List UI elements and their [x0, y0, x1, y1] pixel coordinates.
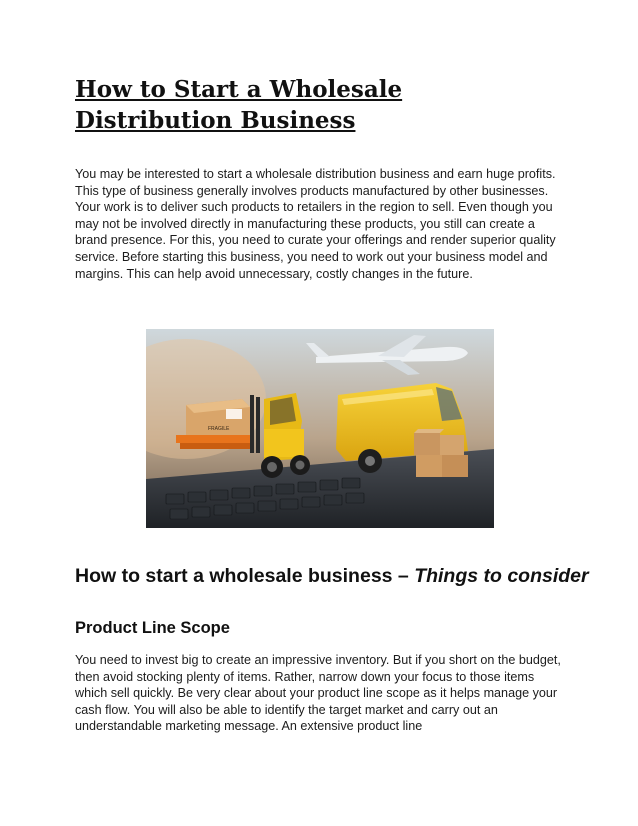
section-heading-emphasis: Things to consider: [414, 565, 589, 587]
cardboard-box-icon: [186, 399, 250, 435]
subheading: Product Line Scope: [75, 619, 230, 637]
section-heading-lead: How to start a wholesale business –: [75, 565, 415, 587]
intro-paragraph: You may be interested to start a wholesale distribution business and earn huge profits. This type of business generally involves products manufactured by other businesses. Your work is to deliver such products to retailers in the region to sell. Even though you may not be involved directly in manufacturing these products, you still can create a brand presence. For this, you need to curate your offerings and render superior quality service. Before starting this business, you need to work out your business model and margins. This can help avoid unnecessary, costly changes in the future.: [75, 167, 556, 281]
stacked-boxes-icon: [414, 429, 468, 477]
logistics-photo-icon: [146, 329, 494, 528]
body-paragraph: You need to invest big to create an impressive inventory. But if you short on the budget, then avoid stocking plenty of items. Rather, narrow down your focus to those items which sell quickly. Be very clear about your product line scope as it helps manage your cash flow. You will also be able to identify the target market and carry out an understandable marketing message. An extensive product line: [75, 653, 561, 734]
hero-image: [146, 329, 494, 528]
section-heading: [75, 565, 589, 588]
fragile-label: FRAGILE: [208, 426, 230, 432]
page-title: How to Start a Wholesale Distribution Business: [75, 76, 403, 134]
